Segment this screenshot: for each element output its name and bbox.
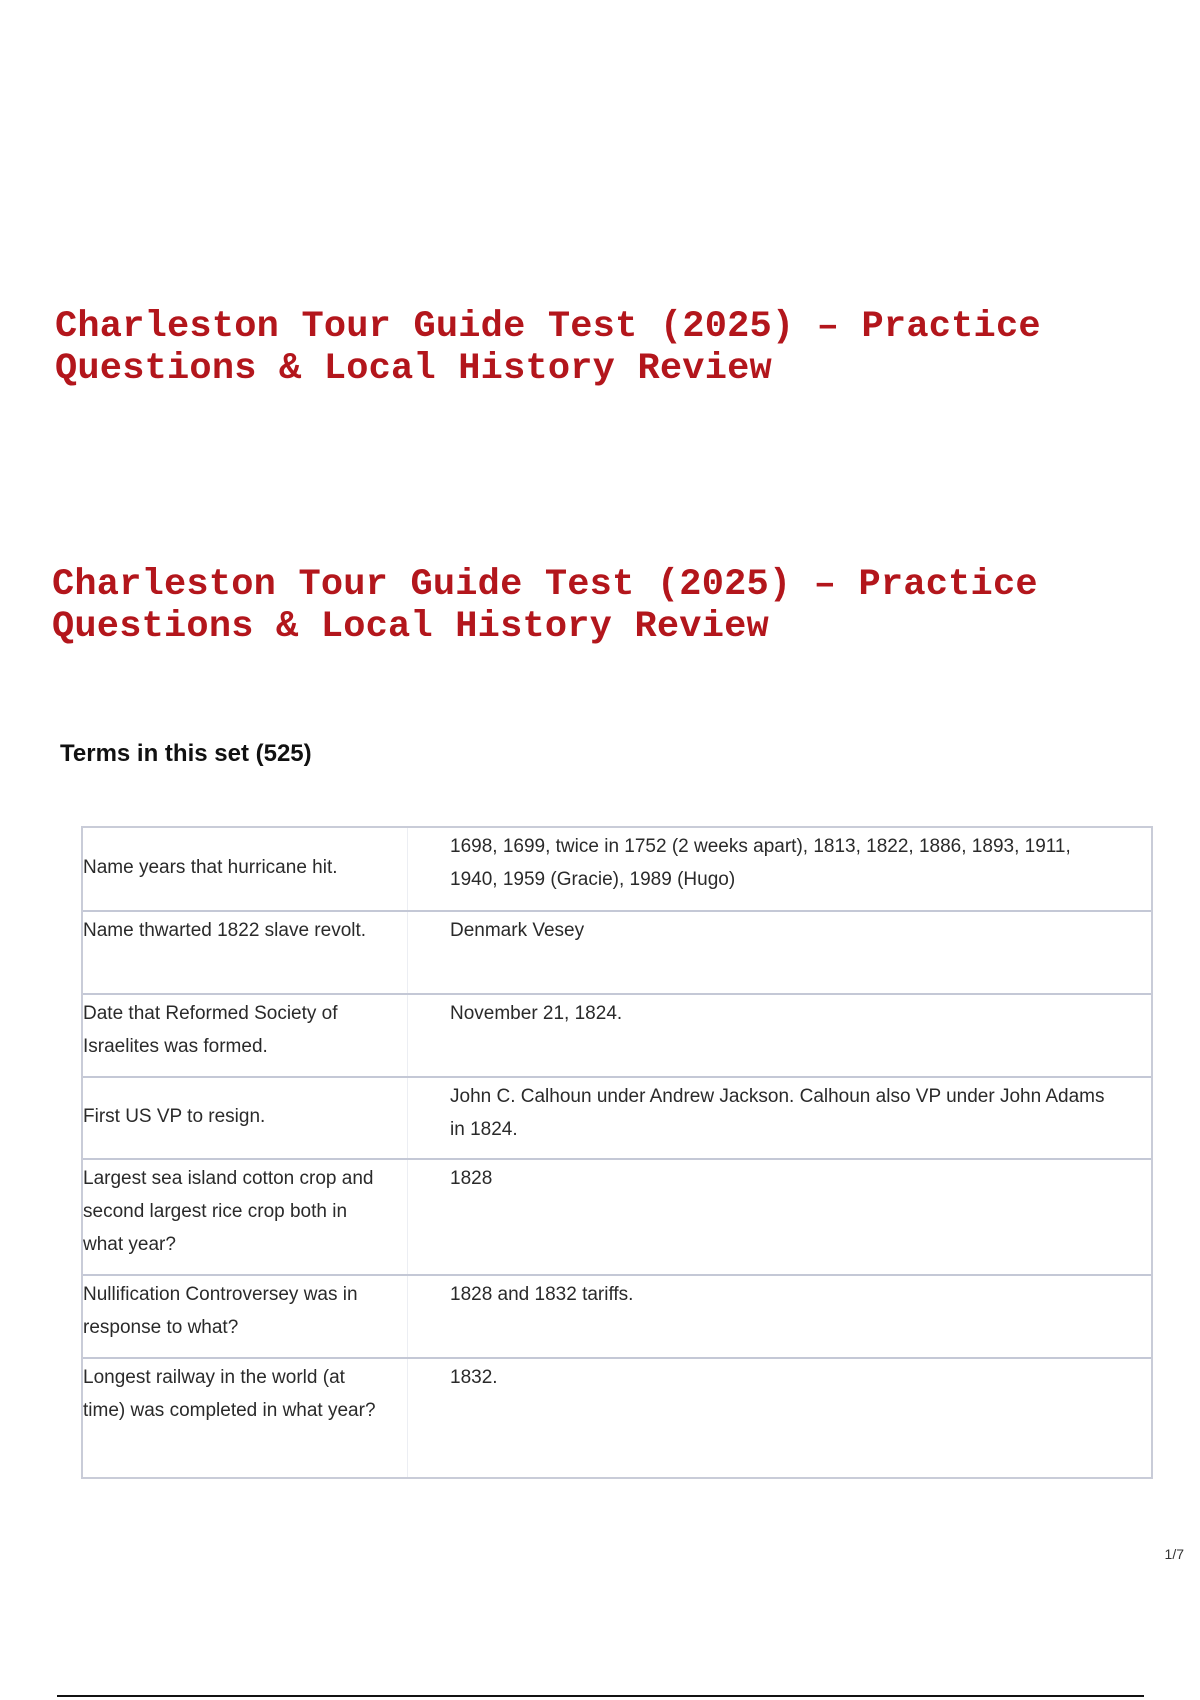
term-question: Date that Reformed Society of Israelites was formed.	[83, 995, 408, 1076]
term-row	[83, 1078, 1151, 1160]
term-row	[83, 1276, 1151, 1359]
term-question: Largest sea island cotton crop and second largest rice crop both in what year?	[83, 1160, 408, 1274]
term-question: Name thwarted 1822 slave revolt.	[83, 912, 408, 993]
terms-count-heading: Terms in this set (525)	[60, 740, 312, 767]
footer-divider	[57, 1695, 1144, 1697]
term-answer: 1828	[450, 1168, 493, 1189]
term-answer: Denmark Vesey	[450, 920, 585, 941]
term-answer: 1828 and 1832 tariffs.	[450, 1284, 634, 1305]
term-answer: 1832.	[450, 1367, 498, 1388]
term-question: First US VP to resign.	[83, 1078, 408, 1158]
term-row	[83, 912, 1151, 995]
terms-table	[81, 826, 1153, 1479]
term-answer: 1698, 1699, twice in 1752 (2 weeks apart), 1813, 1822, 1886, 1893, 1911, 1940, 1959 (Gracie), 1989 (Hugo)	[450, 836, 1071, 890]
term-question: Nullification Controversey was in response to what?	[83, 1276, 408, 1357]
term-answer: John C. Calhoun under Andrew Jackson. Calhoun also VP under John Adams in 1824.	[450, 1086, 1105, 1140]
term-answer: November 21, 1824.	[450, 1003, 623, 1024]
term-row	[83, 995, 1151, 1078]
term-question: Name years that hurricane hit.	[83, 828, 408, 910]
term-question: Longest railway in the world (at time) was completed in what year?	[83, 1359, 408, 1477]
term-row	[83, 828, 1151, 912]
document-title-repeat: Charleston Tour Guide Test (2025) – Practice Questions & Local History Review	[52, 564, 1038, 648]
term-row	[83, 1160, 1151, 1276]
document-title: Charleston Tour Guide Test (2025) – Practice Questions & Local History Review	[55, 306, 1041, 390]
term-row	[83, 1359, 1151, 1477]
page-number: 1/7	[1164, 1546, 1184, 1562]
